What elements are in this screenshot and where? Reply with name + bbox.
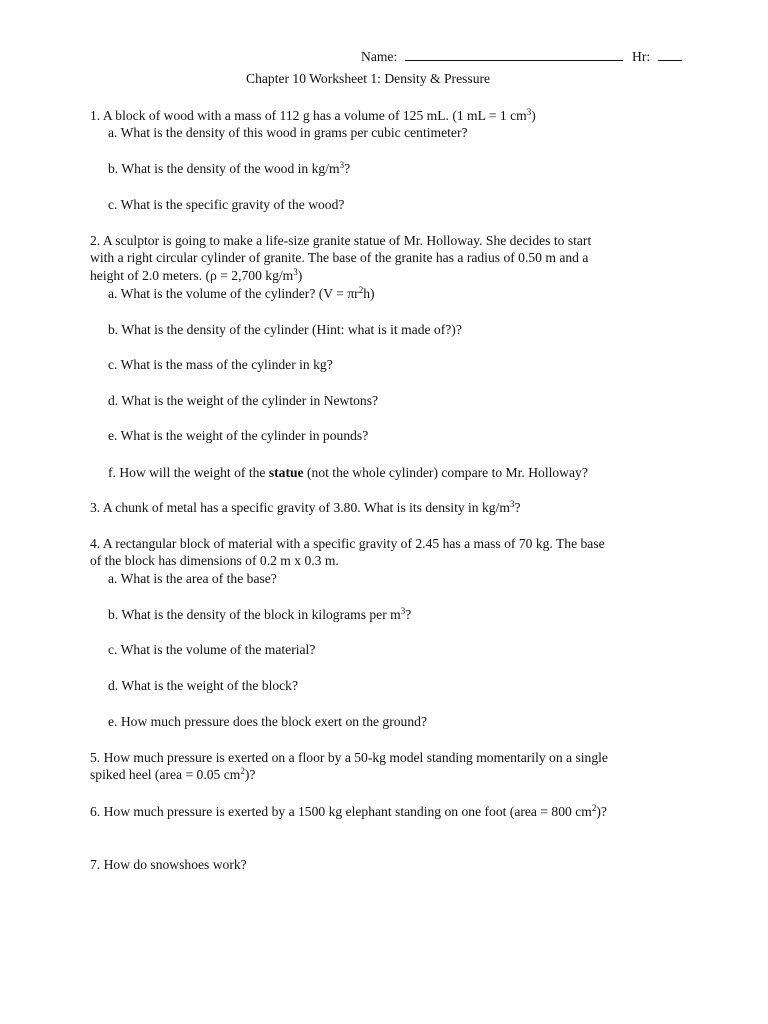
q5-line1: 5. How much pressure is exerted on a floor by a 50-kg model standing momentarily on a single bbox=[90, 750, 608, 765]
q4-a: a. What is the area of the base? bbox=[108, 571, 277, 586]
q6-text: 6. How much pressure is exerted by a 1500 kg elephant standing on one foot (area = 800 $cm^2$)? bbox=[90, 803, 607, 819]
q2-c: c. What is the mass of the cylinder in kg? bbox=[108, 357, 333, 372]
q4-c: c. What is the volume of the material? bbox=[108, 642, 316, 657]
hour-label: Hr: bbox=[632, 49, 651, 64]
q5-line2: spiked heel (area = 0.05 $cm^2$)? bbox=[90, 766, 256, 782]
q2-d: d. What is the weight of the cylinder in Newtons? bbox=[108, 393, 379, 408]
q4-line2: of the block has dimensions of 0.2 m x 0.3 m. bbox=[90, 553, 339, 568]
hour-field[interactable] bbox=[632, 49, 682, 65]
q7-text: 7. How do snowshoes work? bbox=[90, 857, 247, 872]
name-field[interactable] bbox=[361, 49, 623, 65]
q2-b: b. What is the density of the cylinder (Hint: what is it made of?)? bbox=[108, 322, 462, 337]
q1-a: a. What is the density of this wood in grams per cubic centimeter? bbox=[108, 125, 468, 140]
q2-e: e. What is the weight of the cylinder in pounds? bbox=[108, 428, 369, 443]
name-blank[interactable] bbox=[405, 49, 623, 61]
q1-b: b. What is the density of the wood in $kg/m^3$? bbox=[108, 160, 351, 176]
q4-line1: 4. A rectangular block of material with a specific gravity of 2.45 has a mass of 70 kg. The base bbox=[90, 536, 605, 551]
hour-blank[interactable] bbox=[658, 49, 682, 61]
page-title: Chapter 10 Worksheet 1: Density & Pressure bbox=[246, 71, 491, 86]
q2-line1: 2. A sculptor is going to make a life-size granite statue of Mr. Holloway. She decides to start bbox=[90, 233, 592, 248]
q2-f: f. How will the weight of the statue (not the whole cylinder) compare to Mr. Holloway? bbox=[108, 465, 588, 480]
q4-b: b. What is the density of the block in kilograms per $m^3$? bbox=[108, 606, 412, 622]
q1-text: 1. A block of wood with a mass of 112 g has a volume of 125 mL. (1 mL = 1 $cm^3$) bbox=[90, 107, 536, 123]
name-label: Name: bbox=[361, 49, 398, 64]
q4-e: e. How much pressure does the block exert on the ground? bbox=[108, 714, 427, 729]
q1-c: c. What is the specific gravity of the wood? bbox=[108, 197, 345, 212]
statue-emphasis: statue bbox=[268, 465, 304, 480]
q2-line3: height of 2.0 meters. (ρ = 2,700 $kg/m^3$) bbox=[90, 267, 303, 283]
q2-line2: with a right circular cylinder of granite. The base of the granite has a radius of 0.50 m and a bbox=[90, 250, 589, 265]
q4-d: d. What is the weight of the block? bbox=[108, 678, 299, 693]
q3-text: 3. A chunk of metal has a specific gravity of 3.80. What is its density in $kg/m^3$? bbox=[90, 499, 521, 515]
q2-a: a. What is the volume of the cylinder? $(V = \pi r^2h)$ bbox=[108, 285, 375, 301]
